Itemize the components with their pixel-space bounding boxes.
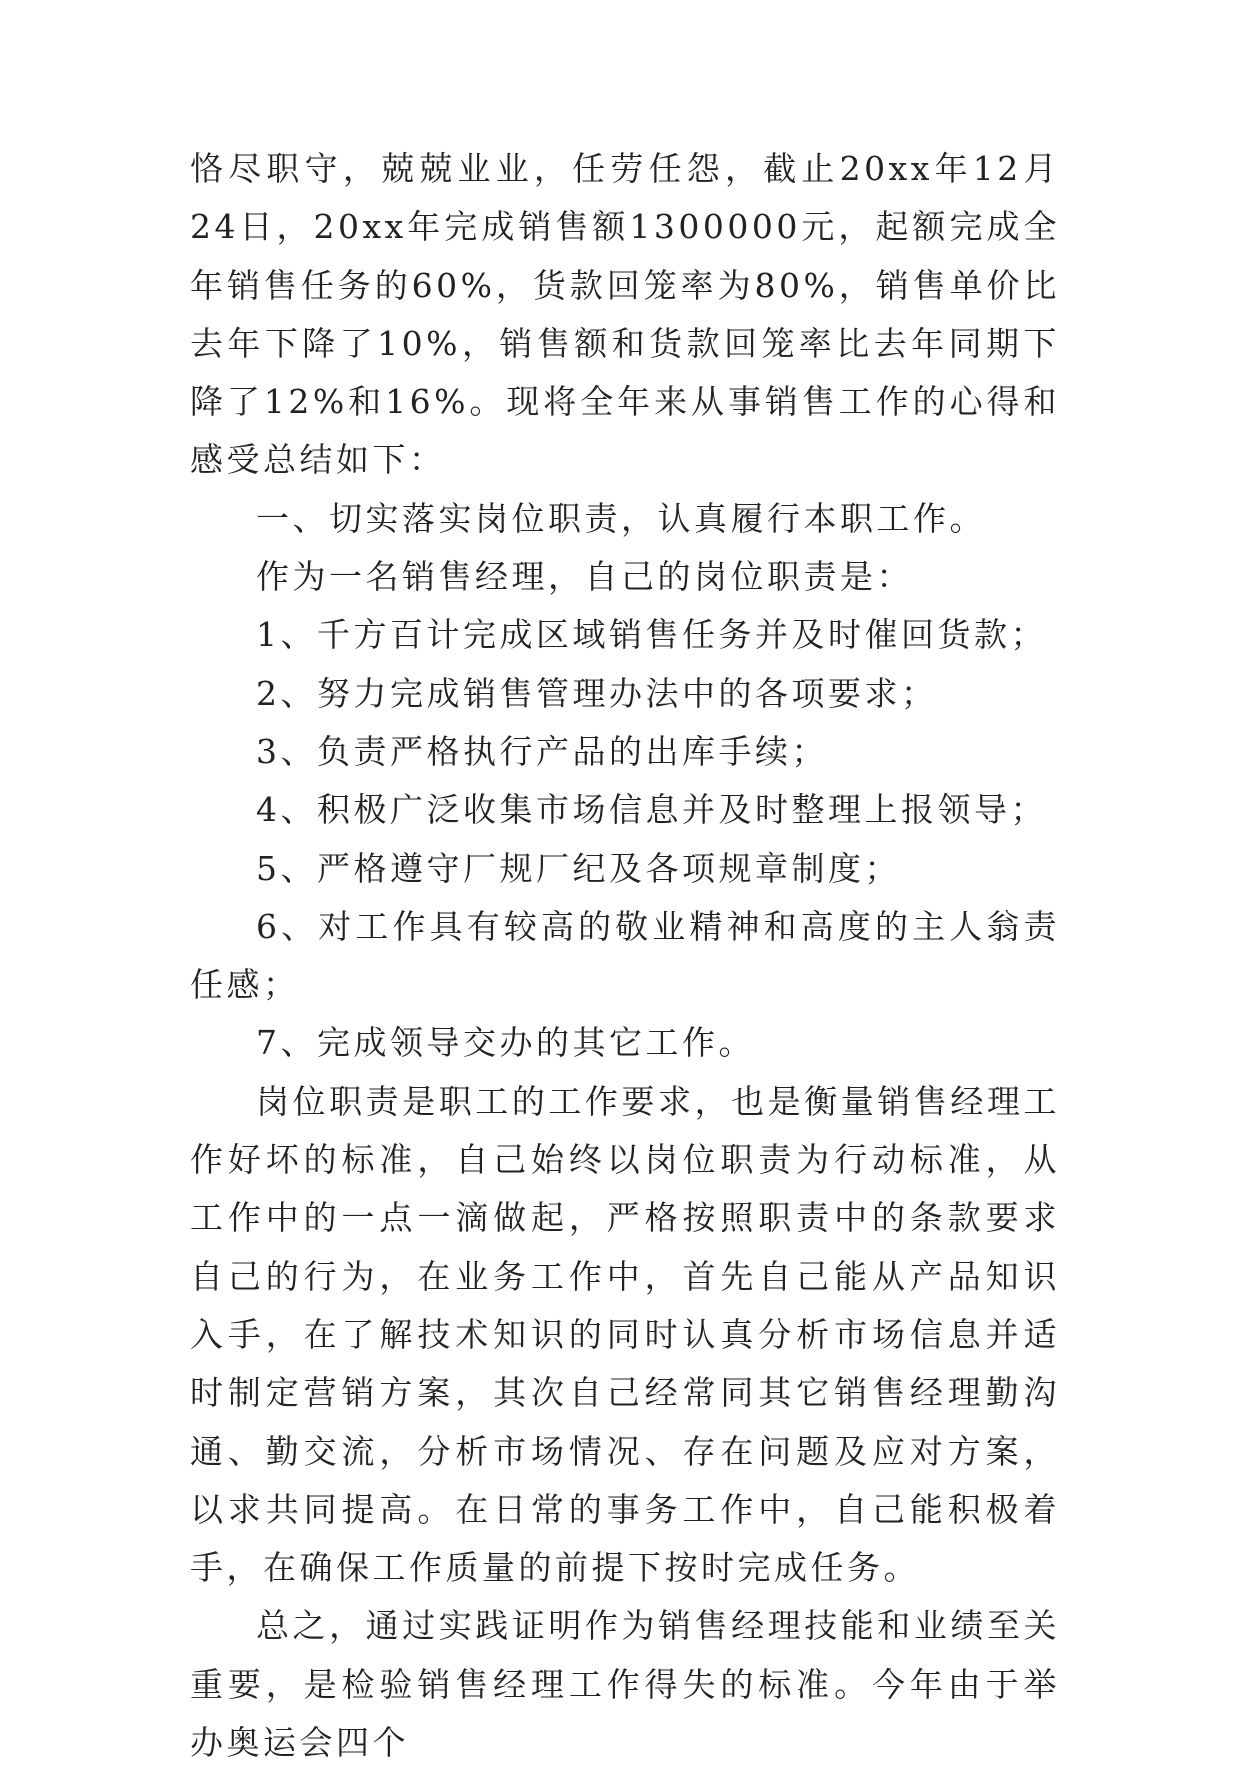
paragraph-duties-intro: 作为一名销售经理，自己的岗位职责是：: [256, 557, 913, 597]
list-item-duty-4: 4、积极广泛收集市场信息并及时整理上报领导；: [256, 790, 1047, 830]
list-item-duty-1: 1、千方百计完成区域销售任务并及时催回货款；: [256, 615, 1047, 655]
list-item-duty-7: 7、完成领导交办的其它工作。: [256, 1023, 755, 1063]
list-item-duty-2: 2、努力完成销售管理办法中的各项要求；: [256, 673, 938, 713]
document-body: [190, 140, 1060, 1772]
section-heading-1: 一、切实落实岗位职责，认真履行本职工作。: [256, 498, 986, 538]
paragraph-summary-continued: 恪尽职守，兢兢业业，任劳任怨，截止20xx年12月24日，20xx年完成销售额1300000元，起额完成全年销售任务的60%，货款回笼率为80%，销售单价比去年下降了10%，销售额和货款回笼率比去年同期下降了12%和16%。现将全年来从事销售工作的心得和感受总结如下：: [190, 149, 1060, 480]
paragraph-conclusion: 总之，通过实践证明作为销售经理技能和业绩至关重要，是检验销售经理工作得失的标准。今年由于举办奥运会四个: [190, 1606, 1060, 1763]
list-item-duty-6: 6、对工作具有较高的敬业精神和高度的主人翁责任感；: [190, 906, 1060, 1005]
list-item-duty-3: 3、负责严格执行产品的出库手续；: [256, 731, 828, 771]
paragraph-duty-standards: 岗位职责是职工的工作要求，也是衡量销售经理工作好坏的标准，自己始终以岗位职责为行动标准，从工作中的一点一滴做起，严格按照职责中的条款要求自己的行为，在业务工作中，首先自己能从产品知识入手，在了解技术知识的同时认真分析市场信息并适时制定营销方案，其次自己经常同其它销售经理勤沟通、勤交流，分析市场情况、存在问题及应对方案，以求共同提高。在日常的事务工作中，自己能积极着手，在确保工作质量的前提下按时完成任务。: [190, 1081, 1060, 1588]
list-item-duty-5: 5、严格遵守厂规厂纪及各项规章制度；: [256, 848, 901, 888]
